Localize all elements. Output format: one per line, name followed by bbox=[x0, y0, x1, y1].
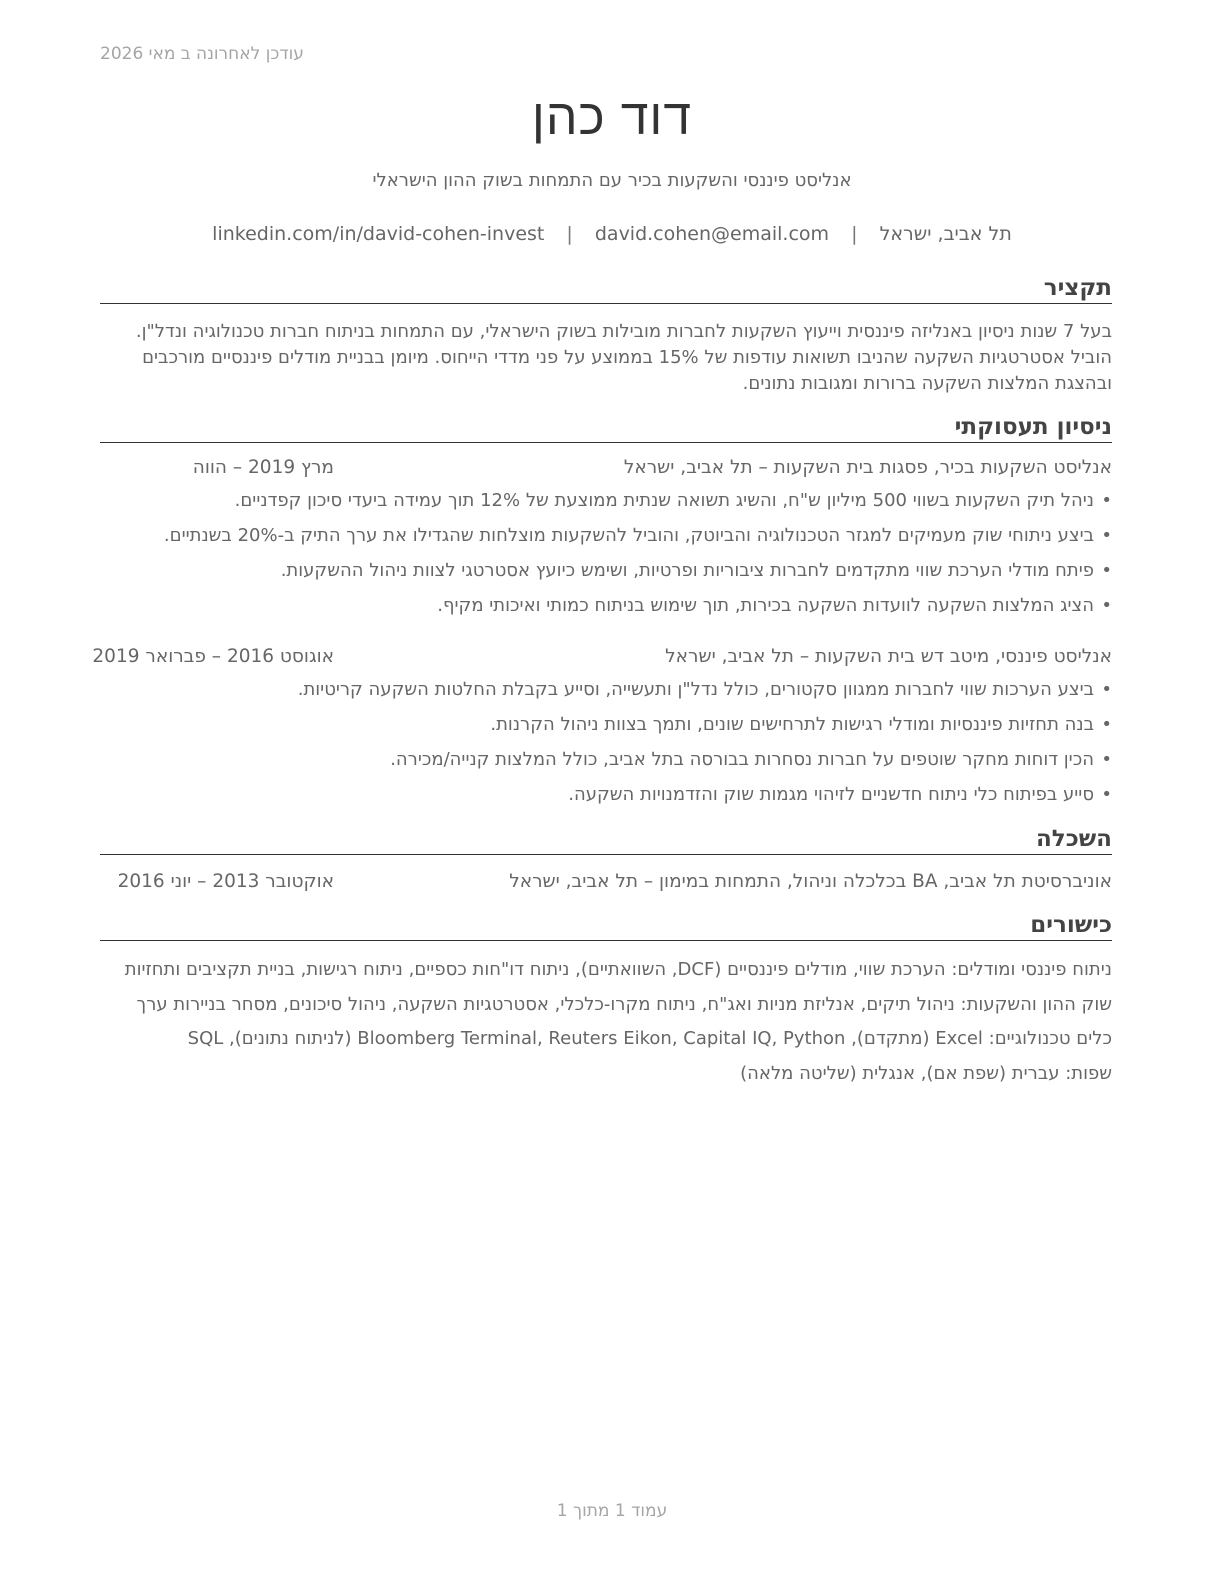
job-title: אנליסט השקעות בכיר, פסגות בית השקעות – תל אביב, ישראל bbox=[623, 457, 1112, 478]
section-title-education: השכלה bbox=[100, 826, 1112, 855]
candidate-tagline: אנליסט פיננסי והשקעות בכיר עם התמחות בשוק ההון הישראלי bbox=[372, 170, 852, 191]
education-entry bbox=[100, 871, 1112, 895]
skills-line: ניתוח פיננסי ומודלים: הערכת שווי, מודלים פיננסיים (DCF, השוואתיים), ניתוח דו"חות כספיים, ניתוח רגישות, בניית תקציבים ותחזיות bbox=[124, 959, 1112, 980]
job-title: אנליסט פיננסי, מיטב דש בית השקעות – תל אביב, ישראל bbox=[665, 646, 1112, 667]
contact-line bbox=[0, 223, 1224, 245]
skills-line: כלים טכנולוגיים: Excel (מתקדם), Bloomberg Terminal, Reuters Eikon, Capital IQ, Python (לניתוח נתונים), SQL bbox=[187, 1028, 1112, 1049]
contact-email-link[interactable]: david.cohen@email.com bbox=[594, 223, 830, 245]
job-bullet: • פיתח מודלי הערכת שווי מתקדמים לחברות ציבוריות ופרטיות, ושימש כיועץ אסטרטגי לצוות ניהול ההשקעות. bbox=[100, 558, 1112, 593]
last-updated-text: עודכן לאחרונה ב מאי 2026 bbox=[100, 44, 304, 64]
job-dates: אוגוסט 2016 – פברואר 2019 bbox=[92, 646, 334, 667]
education-institution: אוניברסיטת תל אביב, BA בכלכלה וניהול, התמחות במימון – תל אביב, ישראל bbox=[509, 871, 1112, 892]
job-bullet: • הציג המלצות השקעה לוועדות השקעה בכירות, תוך שימוש בניתוח כמותי ואיכותי מקיף. bbox=[100, 593, 1112, 628]
section-title-experience: ניסיון תעסוקתי bbox=[100, 414, 1112, 443]
job-bullet: • סייע בפיתוח כלי ניתוח חדשניים לזיהוי מגמות שוק והזדמנויות השקעה. bbox=[100, 782, 1112, 817]
contact-separator: | bbox=[566, 223, 573, 245]
job-bullet: • בנה תחזיות פיננסיות ומודלי רגישות לתרחישים שונים, ותמך בצוות ניהול הקרנות. bbox=[100, 712, 1112, 747]
contact-location: תל אביב, ישראל bbox=[879, 223, 1012, 245]
job-bullets bbox=[100, 677, 1112, 817]
section-title-skills: כישורים bbox=[100, 912, 1112, 941]
summary-line: ובהצגת המלצות השקעה ברורות ומגובות נתונים. bbox=[742, 373, 1112, 394]
job-bullet: • הכין דוחות מחקר שוטפים על חברות נסחרות בבורסה בתל אביב, כולל המלצות קנייה/מכירה. bbox=[100, 747, 1112, 782]
summary-line: הוביל אסטרטגיות השקעה שהניבו תשואות עודפות של 15% בממוצע על פני מדדי הייחוס. מיומן בבניית מודלים פיננסיים מורכבים bbox=[142, 347, 1112, 368]
contact-linkedin-link[interactable]: linkedin.com/in/david-cohen-invest bbox=[212, 223, 545, 245]
job-header bbox=[92, 646, 1112, 670]
section-title-summary: תקציר bbox=[100, 275, 1112, 304]
job-header bbox=[100, 457, 1112, 481]
job-bullet: • ניהל תיק השקעות בשווי 500 מיליון ש"ח, והשיג תשואה שנתית ממוצעת של 12% תוך עמידה ביעדי סיכון קפדניים. bbox=[100, 488, 1112, 523]
candidate-name: דוד כהן bbox=[531, 89, 693, 145]
skills-list bbox=[100, 957, 1112, 1095]
contact-separator: | bbox=[851, 223, 858, 245]
job-bullet: • ביצע הערכות שווי לחברות ממגוון סקטורים, כולל נדל"ן ותעשייה, וסייע בקבלת החלטות השקעה קריטיות. bbox=[100, 677, 1112, 712]
skills-line: שוק ההון והשקעות: ניהול תיקים, אנליזת מניות ואג"ח, ניתוח מקרו-כלכלי, אסטרטגיות השקעה, ניהול סיכונים, מסחר בניירות ערך bbox=[136, 993, 1112, 1015]
education-dates: אוקטובר 2013 – יוני 2016 bbox=[117, 871, 334, 892]
skills-line: שפות: עברית (שפת אם), אנגלית (שליטה מלאה) bbox=[740, 1062, 1112, 1084]
page-indicator: עמוד 1 מתוך 1 bbox=[556, 1501, 668, 1521]
summary-paragraph bbox=[96, 319, 1112, 397]
summary-line: בעל 7 שנות ניסיון באנליזה פיננסית וייעוץ השקעות לחברות מובילות בשוק הישראלי, עם התמחות בניתוח חברות טכנולוגיה ונדל"ן. bbox=[135, 321, 1112, 342]
job-bullet: • ביצע ניתוחי שוק מעמיקים למגזר הטכנולוגיה והביוטק, והוביל להשקעות מוצלחות שהגדילו את ערך התיק ב-20% בשנתיים. bbox=[100, 523, 1112, 558]
job-bullets bbox=[100, 488, 1112, 628]
job-dates: מרץ 2019 – הווה bbox=[192, 457, 334, 478]
